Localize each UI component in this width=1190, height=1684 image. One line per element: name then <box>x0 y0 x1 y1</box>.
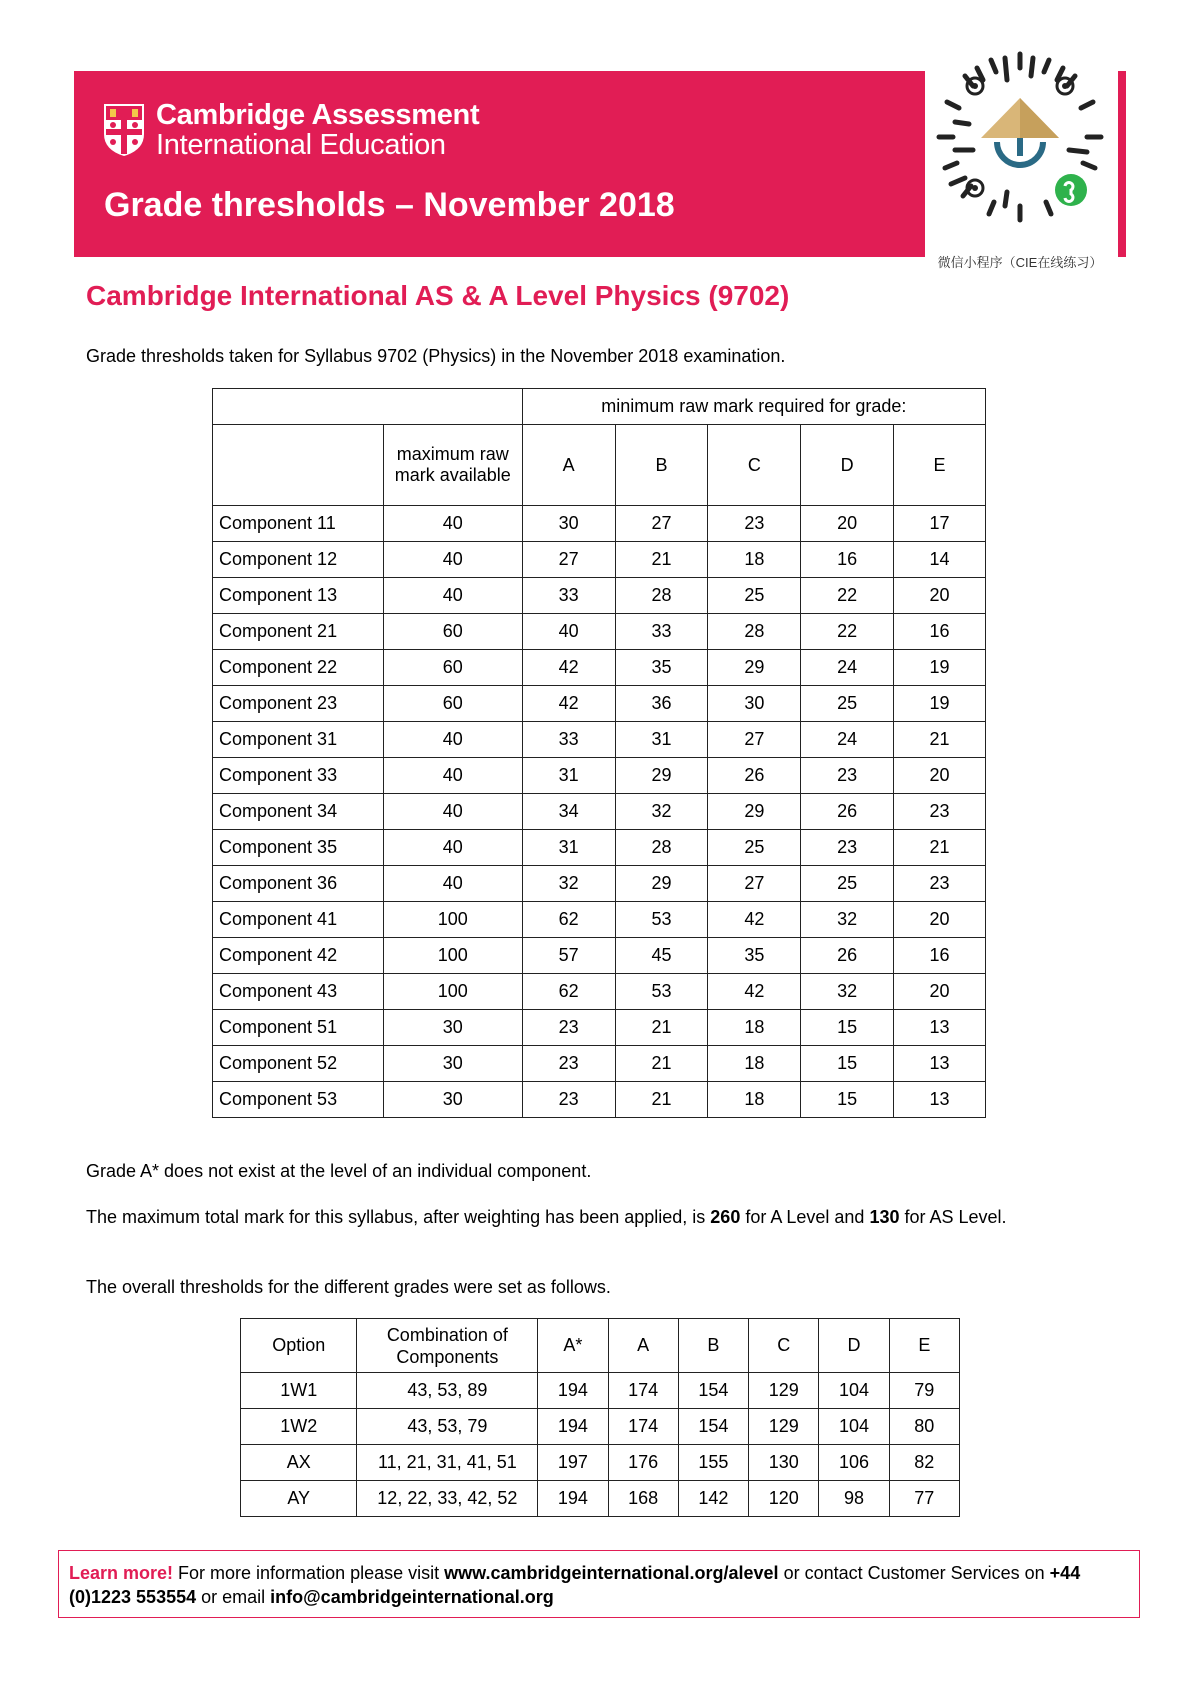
table-row <box>213 614 986 650</box>
grade-mark-cell: 194 <box>538 1409 608 1445</box>
banner-title: Grade thresholds – November 2018 <box>104 186 675 224</box>
grade-mark-cell: 16 <box>801 542 894 578</box>
as-level-max-value: 130 <box>869 1207 900 1227</box>
grade-mark-cell: 129 <box>749 1409 819 1445</box>
grade-mark-cell: 21 <box>894 830 986 866</box>
grade-header: A <box>608 1319 678 1373</box>
grade-mark-cell: 45 <box>615 938 708 974</box>
grade-mark-cell: 168 <box>608 1481 678 1517</box>
grade-mark-cell: 13 <box>894 1010 986 1046</box>
component-name-cell: Component 33 <box>213 758 384 794</box>
footer-text <box>69 1561 1129 1609</box>
grade-header: A* <box>538 1319 608 1373</box>
grade-mark-cell: 27 <box>522 542 615 578</box>
grade-header: D <box>801 425 894 506</box>
grade-mark-cell: 25 <box>801 866 894 902</box>
grade-mark-cell: 21 <box>894 722 986 758</box>
grade-mark-cell: 155 <box>678 1445 748 1481</box>
grade-mark-cell: 27 <box>708 722 801 758</box>
blank-header-cell <box>213 425 384 506</box>
table-row <box>213 722 986 758</box>
combination-cell: 43, 53, 89 <box>357 1373 538 1409</box>
grade-mark-cell: 104 <box>819 1373 889 1409</box>
grade-mark-cell: 194 <box>538 1373 608 1409</box>
grade-mark-cell: 23 <box>801 830 894 866</box>
max-mark-cell: 40 <box>383 794 522 830</box>
grade-mark-cell: 20 <box>894 578 986 614</box>
max-mark-cell: 60 <box>383 614 522 650</box>
grade-mark-cell: 98 <box>819 1481 889 1517</box>
grade-mark-cell: 32 <box>522 866 615 902</box>
footer-text-part: For more information please visit <box>173 1563 445 1583</box>
grade-mark-cell: 19 <box>894 686 986 722</box>
table-row <box>213 830 986 866</box>
footer-text-part: or contact Customer Services on <box>778 1563 1050 1583</box>
grade-mark-cell: 27 <box>615 506 708 542</box>
grade-mark-cell: 20 <box>894 974 986 1010</box>
table-row <box>213 686 986 722</box>
component-thresholds-table <box>212 388 986 1118</box>
grade-mark-cell: 22 <box>801 614 894 650</box>
max-total-note <box>86 1205 1056 1229</box>
component-name-cell: Component 36 <box>213 866 384 902</box>
component-name-cell: Component 43 <box>213 974 384 1010</box>
table-row <box>213 542 986 578</box>
option-cell: 1W2 <box>241 1409 357 1445</box>
table-row <box>213 650 986 686</box>
grade-mark-cell: 80 <box>889 1409 959 1445</box>
max-mark-cell: 30 <box>383 1046 522 1082</box>
grade-mark-cell: 42 <box>708 974 801 1010</box>
component-name-cell: Component 34 <box>213 794 384 830</box>
option-cell: AY <box>241 1481 357 1517</box>
grade-mark-cell: 36 <box>615 686 708 722</box>
table-row <box>213 1010 986 1046</box>
astar-note: Grade A* does not exist at the level of an individual component. <box>86 1161 592 1181</box>
grade-mark-cell: 28 <box>615 830 708 866</box>
component-name-cell: Component 22 <box>213 650 384 686</box>
max-mark-header: maximum raw mark available <box>383 425 522 506</box>
grade-mark-cell: 29 <box>708 650 801 686</box>
footer-info-box <box>58 1550 1140 1618</box>
table-row <box>241 1373 960 1409</box>
grade-mark-cell: 25 <box>801 686 894 722</box>
grade-header: E <box>894 425 986 506</box>
grade-mark-cell: 174 <box>608 1373 678 1409</box>
combination-cell: 11, 21, 31, 41, 51 <box>357 1445 538 1481</box>
table-row <box>213 794 986 830</box>
component-name-cell: Component 42 <box>213 938 384 974</box>
grade-header: D <box>819 1319 889 1373</box>
grade-mark-cell: 16 <box>894 614 986 650</box>
grade-mark-cell: 27 <box>708 866 801 902</box>
grade-mark-cell: 21 <box>615 1010 708 1046</box>
grade-mark-cell: 18 <box>708 1010 801 1046</box>
column-header-row <box>213 425 986 506</box>
grade-mark-cell: 42 <box>522 650 615 686</box>
grade-mark-cell: 31 <box>615 722 708 758</box>
blank-header-cell <box>213 389 523 425</box>
component-name-cell: Component 11 <box>213 506 384 542</box>
phone-number[interactable]: +44 (0)1223 553554 <box>69 1563 1081 1607</box>
max-mark-cell: 40 <box>383 830 522 866</box>
component-name-cell: Component 52 <box>213 1046 384 1082</box>
grade-mark-cell: 14 <box>894 542 986 578</box>
grade-header: B <box>615 425 708 506</box>
overall-note: The overall thresholds for the different grades were set as follows. <box>86 1277 611 1297</box>
max-mark-cell: 40 <box>383 758 522 794</box>
max-total-text: for A Level and <box>740 1207 870 1227</box>
table-row <box>213 974 986 1010</box>
grade-mark-cell: 82 <box>889 1445 959 1481</box>
grade-mark-cell: 31 <box>522 758 615 794</box>
grade-mark-cell: 31 <box>522 830 615 866</box>
table-row <box>213 866 986 902</box>
grade-mark-cell: 32 <box>615 794 708 830</box>
grade-mark-cell: 174 <box>608 1409 678 1445</box>
max-total-text: The maximum total mark for this syllabus, after weighting has been applied, is <box>86 1207 711 1227</box>
grade-mark-cell: 23 <box>522 1082 615 1118</box>
table-row <box>213 506 986 542</box>
grade-mark-cell: 104 <box>819 1409 889 1445</box>
grade-mark-cell: 34 <box>522 794 615 830</box>
min-mark-header: minimum raw mark required for grade: <box>522 389 985 425</box>
header-row <box>241 1319 960 1373</box>
grade-mark-cell: 20 <box>894 902 986 938</box>
option-cell: AX <box>241 1445 357 1481</box>
grade-header: C <box>749 1319 819 1373</box>
grade-mark-cell: 42 <box>708 902 801 938</box>
grade-mark-cell: 57 <box>522 938 615 974</box>
component-name-cell: Component 41 <box>213 902 384 938</box>
table-row <box>213 902 986 938</box>
table-row <box>213 938 986 974</box>
grade-mark-cell: 28 <box>615 578 708 614</box>
grade-mark-cell: 120 <box>749 1481 819 1517</box>
component-name-cell: Component 12 <box>213 542 384 578</box>
component-name-cell: Component 21 <box>213 614 384 650</box>
grade-mark-cell: 17 <box>894 506 986 542</box>
grade-mark-cell: 23 <box>894 794 986 830</box>
max-mark-cell: 40 <box>383 722 522 758</box>
grade-mark-cell: 62 <box>522 902 615 938</box>
grade-mark-cell: 129 <box>749 1373 819 1409</box>
grade-mark-cell: 26 <box>801 938 894 974</box>
grade-mark-cell: 42 <box>522 686 615 722</box>
max-mark-cell: 100 <box>383 938 522 974</box>
table-row <box>213 578 986 614</box>
grade-mark-cell: 35 <box>708 938 801 974</box>
grade-mark-cell: 33 <box>522 722 615 758</box>
grade-mark-cell: 154 <box>678 1373 748 1409</box>
max-mark-cell: 30 <box>383 1082 522 1118</box>
max-mark-cell: 100 <box>383 974 522 1010</box>
grade-mark-cell: 15 <box>801 1082 894 1118</box>
grade-mark-cell: 197 <box>538 1445 608 1481</box>
grade-mark-cell: 33 <box>615 614 708 650</box>
qr-caption: 微信小程序（CIE在线练习） <box>937 255 1103 270</box>
email-link[interactable]: info@cambridgeinternational.org <box>270 1587 554 1607</box>
intro-text: Grade thresholds taken for Syllabus 9702 (Physics) in the November 2018 examination. <box>86 346 786 366</box>
component-name-cell: Component 31 <box>213 722 384 758</box>
grade-mark-cell: 18 <box>708 1082 801 1118</box>
grade-mark-cell: 22 <box>801 578 894 614</box>
table-row <box>241 1409 960 1445</box>
grade-mark-cell: 23 <box>522 1046 615 1082</box>
website-link[interactable]: www.cambridgeinternational.org/alevel <box>444 1563 779 1583</box>
grade-header: E <box>889 1319 959 1373</box>
org-name-line1: Cambridge Assessment <box>156 99 480 131</box>
table-row <box>213 1046 986 1082</box>
grade-mark-cell: 176 <box>608 1445 678 1481</box>
component-name-cell: Component 53 <box>213 1082 384 1118</box>
cambridge-logo[interactable] <box>102 100 479 160</box>
component-name-cell: Component 23 <box>213 686 384 722</box>
grade-mark-cell: 106 <box>819 1445 889 1481</box>
component-name-cell: Component 35 <box>213 830 384 866</box>
org-name-line2: International Education <box>156 129 446 161</box>
component-name-cell: Component 13 <box>213 578 384 614</box>
grade-mark-cell: 23 <box>894 866 986 902</box>
grade-mark-cell: 16 <box>894 938 986 974</box>
max-mark-cell: 60 <box>383 686 522 722</box>
option-cell: 1W1 <box>241 1373 357 1409</box>
max-mark-cell: 100 <box>383 902 522 938</box>
group-header-row <box>213 389 986 425</box>
grade-mark-cell: 28 <box>708 614 801 650</box>
grade-mark-cell: 142 <box>678 1481 748 1517</box>
grade-mark-cell: 13 <box>894 1046 986 1082</box>
grade-header: B <box>678 1319 748 1373</box>
cambridge-shield-icon <box>102 102 146 158</box>
grade-mark-cell: 30 <box>522 506 615 542</box>
grade-mark-cell: 24 <box>801 650 894 686</box>
option-header: Option <box>241 1319 357 1373</box>
grade-mark-cell: 23 <box>708 506 801 542</box>
combination-header: Combination of Components <box>357 1319 538 1373</box>
grade-mark-cell: 35 <box>615 650 708 686</box>
combination-cell: 43, 53, 79 <box>357 1409 538 1445</box>
grade-mark-cell: 130 <box>749 1445 819 1481</box>
grade-mark-cell: 15 <box>801 1046 894 1082</box>
table-row <box>241 1445 960 1481</box>
grade-mark-cell: 33 <box>522 578 615 614</box>
page-title: Cambridge International AS & A Level Physics (9702) <box>86 280 790 311</box>
grade-mark-cell: 13 <box>894 1082 986 1118</box>
max-mark-cell: 40 <box>383 506 522 542</box>
grade-header: C <box>708 425 801 506</box>
max-mark-cell: 40 <box>383 578 522 614</box>
grade-mark-cell: 21 <box>615 1082 708 1118</box>
max-total-text: for AS Level. <box>899 1207 1007 1227</box>
grade-mark-cell: 23 <box>801 758 894 794</box>
table-row <box>213 758 986 794</box>
grade-mark-cell: 154 <box>678 1409 748 1445</box>
grade-mark-cell: 79 <box>889 1373 959 1409</box>
grade-header: A <box>522 425 615 506</box>
qr-code[interactable] <box>929 46 1111 228</box>
grade-mark-cell: 25 <box>708 578 801 614</box>
grade-mark-cell: 26 <box>708 758 801 794</box>
grade-mark-cell: 29 <box>615 758 708 794</box>
grade-mark-cell: 62 <box>522 974 615 1010</box>
overall-thresholds-table <box>240 1318 960 1517</box>
grade-mark-cell: 20 <box>801 506 894 542</box>
grade-mark-cell: 21 <box>615 542 708 578</box>
max-mark-cell: 30 <box>383 1010 522 1046</box>
grade-mark-cell: 32 <box>801 974 894 1010</box>
grade-mark-cell: 25 <box>708 830 801 866</box>
learn-more-label: Learn more! <box>69 1563 174 1583</box>
side-accent-bar <box>1118 71 1126 257</box>
grade-mark-cell: 30 <box>708 686 801 722</box>
grade-mark-cell: 29 <box>708 794 801 830</box>
grade-mark-cell: 21 <box>615 1046 708 1082</box>
grade-mark-cell: 194 <box>538 1481 608 1517</box>
max-mark-cell: 40 <box>383 866 522 902</box>
max-mark-cell: 60 <box>383 650 522 686</box>
grade-mark-cell: 32 <box>801 902 894 938</box>
grade-mark-cell: 77 <box>889 1481 959 1517</box>
grade-mark-cell: 26 <box>801 794 894 830</box>
grade-mark-cell: 23 <box>522 1010 615 1046</box>
combination-cell: 12, 22, 33, 42, 52 <box>357 1481 538 1517</box>
grade-mark-cell: 53 <box>615 974 708 1010</box>
table-row <box>213 1082 986 1118</box>
component-name-cell: Component 51 <box>213 1010 384 1046</box>
max-mark-cell: 40 <box>383 542 522 578</box>
grade-mark-cell: 29 <box>615 866 708 902</box>
header-banner <box>74 71 925 257</box>
footer-text-part: or email <box>196 1587 271 1607</box>
grade-mark-cell: 24 <box>801 722 894 758</box>
grade-mark-cell: 18 <box>708 1046 801 1082</box>
grade-mark-cell: 20 <box>894 758 986 794</box>
a-level-max-value: 260 <box>710 1207 741 1227</box>
grade-mark-cell: 40 <box>522 614 615 650</box>
grade-mark-cell: 19 <box>894 650 986 686</box>
qr-code-icon <box>929 46 1111 228</box>
grade-mark-cell: 53 <box>615 902 708 938</box>
grade-mark-cell: 18 <box>708 542 801 578</box>
grade-mark-cell: 15 <box>801 1010 894 1046</box>
table-row <box>241 1481 960 1517</box>
